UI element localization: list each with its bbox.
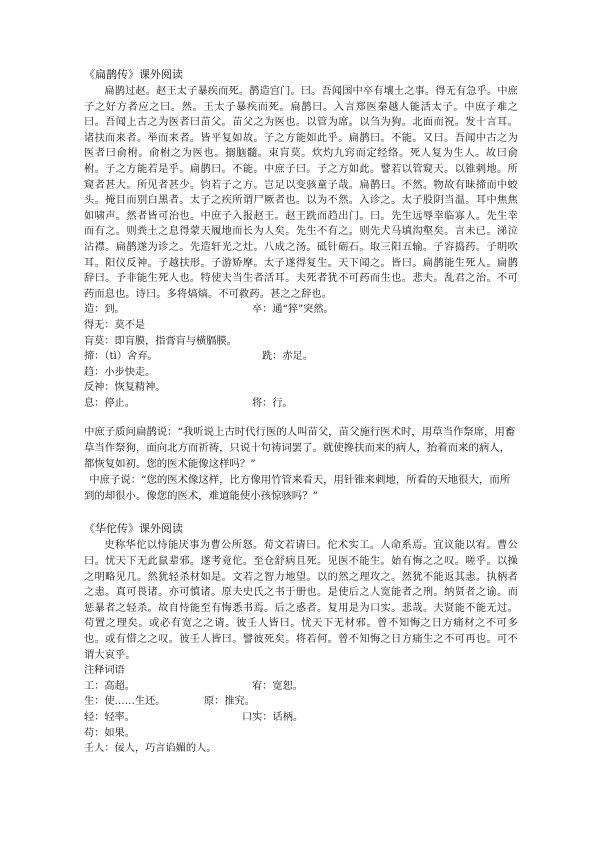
gloss-row (84, 710, 518, 726)
gloss-item: 揥：（tì）舍弃。 (84, 351, 158, 363)
huatuo-glossary (84, 663, 518, 757)
gloss-row (84, 726, 518, 742)
gloss-heading-text: 注释词语 (84, 665, 125, 677)
gloss-item: 将：行。 (252, 397, 293, 409)
gloss-row (84, 694, 518, 710)
gloss-row (84, 334, 518, 350)
gloss-item: 卒：通“猝”突然。 (252, 304, 334, 316)
gloss-item: 反神：恢复精神。 (84, 382, 166, 394)
gloss-row (84, 741, 518, 757)
bianque-glossary (84, 302, 518, 411)
gloss-item: 息：停止。 (84, 397, 135, 409)
document-page (84, 68, 518, 757)
gloss-item: 轻：轻率。 (84, 711, 135, 723)
gloss-item: 宥：宽恕。 (252, 680, 303, 692)
gloss-item: 造：到。 (84, 304, 125, 316)
gloss-row (84, 380, 518, 396)
translation-paragraph: 中庶子质问扁鹊说：“我听说上古时代行医的人叫苗父，苗父施行医术时，用草当作祭席，用畜草当作祭狗，面向北方而祈祷，只说十句祷词罢了。就使搀扶而来的病人，抬着而来的病人，都恢复如初。您的医术能像这样吗？” (84, 426, 516, 471)
translation-paragraph: 中庶子说：“您的医术像这样，比方像用竹管来看天，用针锥来刺地，所看的天地很大，而所到的却很小。像您的医术，难道能使小孩惊骇吗？” (84, 473, 511, 502)
gloss-item: 口实：话柄。 (242, 711, 304, 723)
gloss-row (84, 318, 518, 334)
gloss-row (84, 396, 518, 412)
huatuo-classical-text: 史称华佗以恃能厌事为曹公所怒。荀文若请曰。佗术实工。人命系焉。宜议能以宥。曹公曰。忧天下无此鼠辈邪。遂考竟佗。至仓舒病且死。见医不能生。始有悔之之叹。嗟乎。以操之明略见几。然犹轻杀材如是。文若之智力地望。以的然之理攻之。然犹不能返其恚。执柄者之恚。真可畏诸。亦可慎诸。原夫史氏之书于册也。是使后之人宽能者之刑。纳贤者之谕。而惩暴者之轻杀。故自恃能至有悔悉书焉。后之惑者。复用是为口实。悲哉。夫贤能不能无过。苟置之理矣。或必有宽之之请。彼壬人皆曰。忧天下无材邪。曾不知悔之日方痛材之不可多也。或有惜之之叹。彼壬人皆曰。譬彼死矣。将若何。曾不知悔之日方痛生之不可再也。可不谓大哀乎。 (84, 540, 518, 661)
gloss-row (84, 349, 518, 365)
gloss-item: 原：推究。 (204, 696, 255, 708)
section-title-huatuo: 《华佗传》课外阅读 (84, 522, 183, 536)
gloss-item: 工：高超。 (84, 680, 135, 692)
gloss-item: 壬人：佞人，巧言谄媚的人。 (84, 743, 217, 755)
gloss-item: 生：使……生还。 (84, 696, 166, 708)
gloss-row (84, 679, 518, 695)
gloss-item: 得无：莫不是 (84, 319, 146, 331)
gloss-heading (84, 663, 518, 679)
gloss-item: 苟：如果。 (84, 727, 135, 739)
gloss-item: 趋：小步快走。 (84, 366, 156, 378)
section-title-bianque: 《扁鹊传》课外阅读 (84, 68, 183, 81)
gloss-row (84, 365, 518, 381)
gloss-item: 肓莫：即肓膜，指膏肓与横膈膜。 (84, 335, 237, 347)
gloss-row (84, 302, 518, 318)
gloss-item: 跣：赤足。 (262, 351, 313, 363)
bianque-classical-text: 扁鹊过赵。赵王太子暴疾而死。鹊造宫门。曰。吾闻国中卒有壤土之事。得无有急乎。中庶子之好方者应之曰。然。王太子暴疾而死。扁鹊曰。入言郑医秦越人能活太子。中庶子难之曰。吾闻上古之为医者曰苗父。苗父之为医也。以管为席。以刍为狗。北面而祝。发十言耳。诸扶而来者。举而来者。皆平复如故。子之方能如此乎。扁鹊曰。不能。又曰。吾闻中古之为医者曰俞柎。俞柎之为医也。搦脑髓。束肓莫。炊灼九窍而定经络。死人复为生人。故曰俞柎。子之方能若是乎。扁鹊曰。不能。中庶子曰。子之方如此。譬若以管窥天。以锥剌地。所窥者甚大。所见者甚少。钧若子之方。岂足以变骇童子哉。扁鹊曰。不然。物故有昧揥而中蛟头。掩目而别白黑者。太子之疾所谓尸厥者也。以为不然。入诊之。太子股阴当温。耳中焦焦如啸声。然者皆可治也。中庶子入报赵王。赵王跣而趋出门。曰。先生远辱幸临寡人。先生幸而有之。则粪土之息得蒙天履地而长为人矣。先生不有之。则先犬马填沟壑矣。言未已。涕泣沾襟。扁鹊遂为诊之。先造轩光之灶。八成之汤。砥针砺石。取三阳五输。子容捣药。子明吹耳。阳仪反神。子越扶形。子游矫摩。太子遂得复生。天下闻之。皆曰。扁鹊能生死人。扁鹊辞曰。予非能生死人也。特使夫当生者活耳。夫死者犹不可药而生也。悲夫。乱君之治。不可药而息也。诗曰。多将熇熇。不可救药。甚之之辞也。 (84, 86, 518, 300)
